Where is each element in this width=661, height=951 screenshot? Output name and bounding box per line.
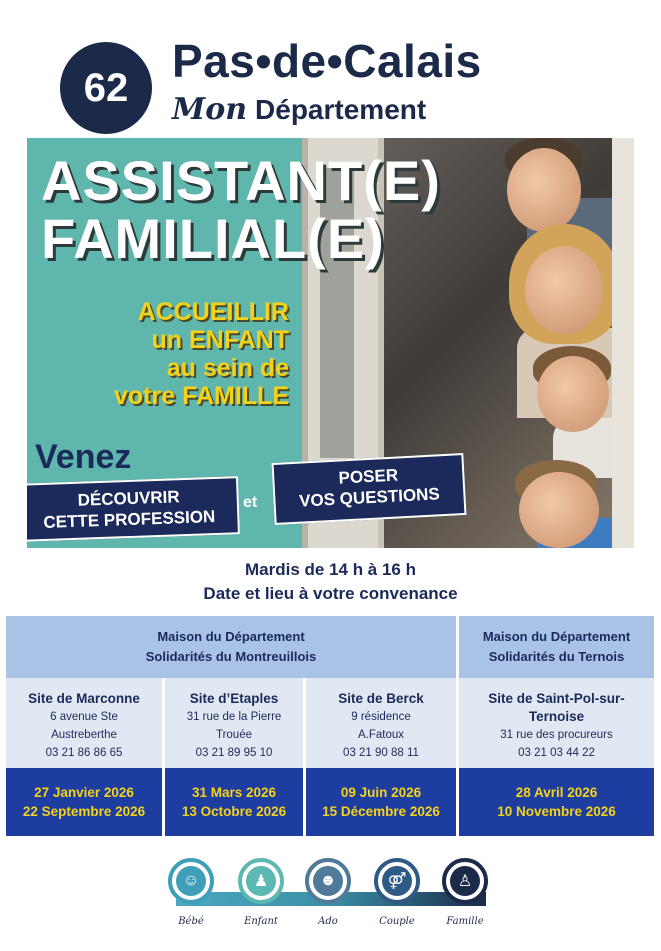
dates-berck <box>306 768 456 836</box>
family-icon: ♙ <box>442 858 488 904</box>
site-address: 31 rue de la Pierre <box>186 711 282 723</box>
schedule-info <box>0 558 661 606</box>
site-address: 6 avenue Ste <box>50 711 118 723</box>
group-line: Solidarités du Ternois <box>488 649 625 664</box>
site-phone: 03 21 03 44 22 <box>518 747 595 759</box>
session-date: 15 Décembre 2026 <box>322 804 440 819</box>
site-address: Austreberthe <box>51 729 117 741</box>
tagline-line: un ENFANT <box>151 326 289 354</box>
site-name: Site de Marconne <box>28 691 140 706</box>
session-date: 10 Novembre 2026 <box>497 804 616 819</box>
title-line-1: ASSISTANT(E) <box>41 149 441 212</box>
site-name: Site d’Etaples <box>189 691 279 706</box>
icon-label-bebe: Bébé <box>178 916 204 927</box>
icon-label-famille: Famille <box>446 916 484 927</box>
department-title: Pas•de•Calais <box>172 35 482 87</box>
tagline-line: au sein de <box>166 354 289 382</box>
site-phone: 03 21 90 88 11 <box>343 747 419 759</box>
icon-label-couple: Couple <box>379 916 415 927</box>
schedule-hours: Mardis de 14 h à 16 h <box>244 560 416 579</box>
department-subtitle <box>172 92 426 127</box>
hero-title <box>41 149 441 270</box>
dates-etaples <box>165 768 303 836</box>
site-address: A.Fatoux <box>357 729 405 741</box>
group-header-montreuillois <box>6 616 456 678</box>
site-address: Trouée <box>215 729 252 741</box>
box-line: VOS QUESTIONS <box>298 484 441 511</box>
hero-banner <box>27 138 634 548</box>
et-label: et <box>243 494 258 511</box>
site-address: 31 rue des procureurs <box>500 729 613 741</box>
box-line: DÉCOUVRIR <box>77 487 180 510</box>
door-frame <box>612 138 634 548</box>
departement-label: Département <box>255 94 427 125</box>
box-line: POSER <box>338 465 399 488</box>
discover-profession-box <box>27 476 240 542</box>
group-line: Maison du Département <box>157 629 305 644</box>
group-header-ternois <box>459 616 654 678</box>
dates-marconne <box>6 768 162 836</box>
session-date: 09 Juin 2026 <box>340 785 422 800</box>
icon-label-enfant: Enfant <box>244 916 278 927</box>
teen-icon: ☻ <box>305 858 351 904</box>
group-line: Solidarités du Montreuillois <box>145 649 317 664</box>
site-phone: 03 21 89 95 10 <box>195 747 273 759</box>
session-date: 31 Mars 2026 <box>191 785 277 800</box>
icon-label-ado: Ado <box>318 916 338 927</box>
children-icon: ♟ <box>238 858 284 904</box>
sessions-table <box>6 616 654 836</box>
session-date: 13 Octobre 2026 <box>181 804 287 819</box>
couple-icon: ⚤ <box>374 858 420 904</box>
ask-questions-box <box>272 453 467 525</box>
session-date: 28 Avril 2026 <box>515 785 598 800</box>
tagline-line: votre FAMILLE <box>113 382 289 410</box>
department-number-badge: 62 <box>60 42 152 134</box>
site-name-cont: Ternoise <box>528 709 585 724</box>
site-name: Site de Berck <box>338 691 424 706</box>
box-line: CETTE PROFESSION <box>43 506 216 532</box>
venez-label: Venez <box>35 438 132 476</box>
session-date: 27 Janvier 2026 <box>34 785 134 800</box>
tagline <box>27 298 289 410</box>
mon-label: Mon <box>172 92 248 127</box>
session-date: 22 Septembre 2026 <box>22 804 146 819</box>
site-phone: 03 21 86 86 65 <box>45 747 123 759</box>
schedule-note: Date et lieu à votre convenance <box>203 584 458 603</box>
group-line: Maison du Département <box>482 629 631 644</box>
tagline-line: ACCUEILLIR <box>137 298 289 326</box>
baby-icon: ☺ <box>168 858 214 904</box>
site-name: Site de Saint-Pol-sur- <box>488 691 625 706</box>
dates-saint-pol <box>459 768 654 836</box>
site-address: 9 résidence <box>351 711 411 723</box>
title-line-2: FAMILIAL(E) <box>41 207 385 270</box>
